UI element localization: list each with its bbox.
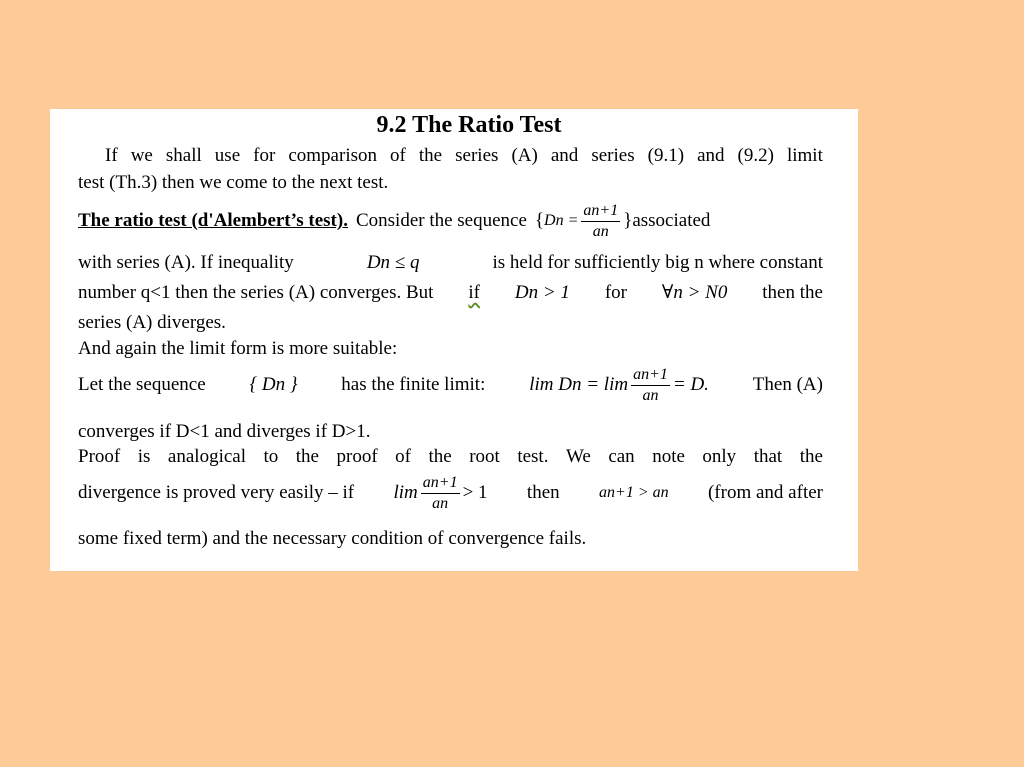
ratio-test-heading: The ratio test (d'Alembert’s test). <box>78 210 348 231</box>
sequence-formula: { Dn } <box>249 374 298 395</box>
paragraph-line-1: with series (A). If inequality Dn ≤ q is held for sufficiently big n where constant <box>78 252 823 273</box>
paragraph-line-9: some fixed term) and the necessary condition of convergence fails. <box>78 528 587 549</box>
paragraph-line-6: converges if D<1 and diverges if D>1. <box>78 421 371 442</box>
condition-formula: Dn > 1 <box>514 282 570 303</box>
forall-formula: ∀n > N0 <box>661 282 728 303</box>
intro-line-1: If we shall use for comparison of the series (A) and series (9.1) and (9.2) limit <box>105 145 823 166</box>
paragraph-line-2: number q<1 then the series (A) converges. But if Dn > 1 for ∀n > N0 then the <box>78 282 823 303</box>
page-title: 9.2 The Ratio Test <box>376 112 562 138</box>
proof-line-2: divergence is proved very easily – if lim $\frac{an+1}{an}$ > 1 then an+1 > an (from and after <box>78 473 823 512</box>
ratio-fraction: $\frac{an+1}{an}$ <box>583 201 619 240</box>
intro-line-2: test (Th.3) then we come to the next test. <box>78 172 389 193</box>
proof-line-1: Proof is analogical to the proof of the root test. We can note only that the <box>78 446 823 467</box>
paragraph-line-3: series (A) diverges. <box>78 312 226 333</box>
limit-formula: lim Dn = lim $\frac{an+1}{an}$ = D. <box>529 365 709 404</box>
ratio-test-line: The ratio test (d'Alembert’s test). Consider the sequence { Dn = $\frac{an+1}{an}$ } associated <box>78 201 711 240</box>
limit-line: Let the sequence { Dn } has the finite limit: lim Dn = lim $\frac{an+1}{an}$ = D. Then (A) <box>78 365 823 404</box>
term-inequality: an+1 > an <box>599 484 669 501</box>
paragraph-line-4: And again the limit form is more suitable: <box>78 338 398 359</box>
proof-limit-formula: lim $\frac{an+1}{an}$ > 1 <box>393 473 488 512</box>
inequality-formula: Dn ≤ q <box>366 252 420 273</box>
slide-content <box>50 109 858 571</box>
